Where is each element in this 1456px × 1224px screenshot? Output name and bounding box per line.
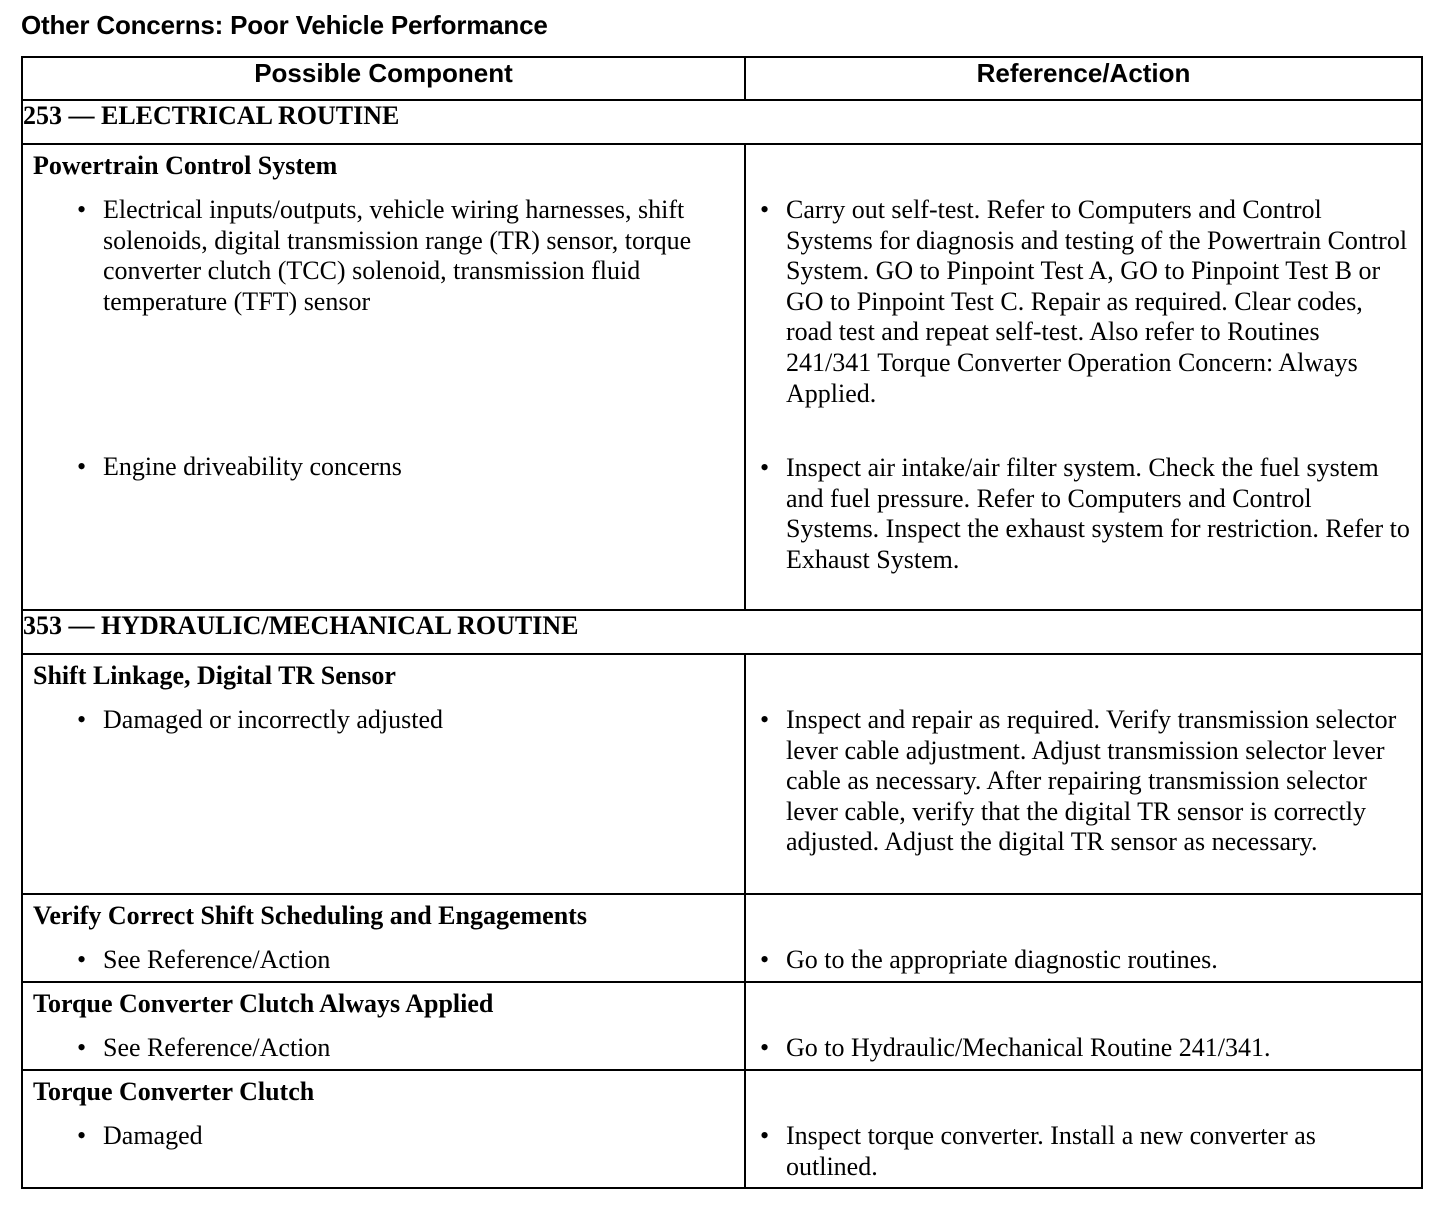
list-item <box>23 945 734 976</box>
table-row <box>22 982 1422 1070</box>
bullet-icon: • <box>77 452 87 482</box>
list-item <box>746 1121 1411 1182</box>
action-text: Inspect torque converter. Install a new converter as outlined. <box>786 1121 1316 1181</box>
table-row <box>22 654 1422 894</box>
routine-label: 353 — HYDRAULIC/MECHANICAL ROUTINE <box>22 610 1422 654</box>
bullet-icon: • <box>760 195 770 224</box>
list-item <box>23 1121 734 1152</box>
bullet-icon: • <box>760 705 770 734</box>
component-cell <box>22 982 745 1070</box>
action-text: Go to Hydraulic/Mechanical Routine 241/341. <box>786 1033 1271 1062</box>
list-item <box>746 453 1411 575</box>
page-title: Other Concerns: Poor Vehicle Performance <box>21 10 548 40</box>
list-item <box>23 705 734 736</box>
list-item <box>23 195 734 317</box>
routine-label: 253 — ELECTRICAL ROUTINE <box>22 100 1422 144</box>
bullet-icon: • <box>77 1033 87 1062</box>
bullet-icon: • <box>77 1121 87 1150</box>
component-text: Damaged or incorrectly adjusted <box>103 705 444 734</box>
component-text: Damaged <box>103 1121 203 1150</box>
table-row <box>22 1070 1422 1188</box>
routine-row <box>22 610 1422 654</box>
routine-row <box>22 100 1422 144</box>
component-group-title: Torque Converter Clutch Always Applied <box>33 989 494 1018</box>
component-text: Engine driveability concerns <box>103 452 402 482</box>
component-group-title: Shift Linkage, Digital TR Sensor <box>33 661 396 690</box>
component-cell <box>22 894 745 982</box>
bullet-icon: • <box>760 1121 770 1150</box>
component-text: Electrical inputs/outputs, vehicle wiring harnesses, shift solenoids, digital transmission range (TR) sensor, torque converter clutch (TCC) solenoid, transmission fluid temperature (TFT) sensor <box>103 195 692 316</box>
component-group-title: Torque Converter Clutch <box>33 1077 315 1106</box>
action-cell <box>745 1070 1422 1188</box>
action-cell <box>745 144 1422 610</box>
component-group-title: Verify Correct Shift Scheduling and Engagements <box>33 901 587 930</box>
component-cell <box>22 144 745 610</box>
list-item <box>746 195 1411 409</box>
table-header-row <box>22 57 1422 100</box>
action-text: Inspect and repair as required. Verify transmission selector lever cable adjustment. Adjust transmission selector lever cable as necessary. After repairing transmission selector lever cable, verify that the digital TR sensor is correctly adjusted. Adjust the digital TR sensor as necessary. <box>786 705 1397 857</box>
list-item <box>746 945 1411 976</box>
bullet-icon: • <box>760 453 770 483</box>
action-text: Carry out self-test. Refer to Computers and Control Systems for diagnosis and testing of the Powertrain Control System. GO to Pinpoint Test A, GO to Pinpoint Test B or GO to Pinpoint Test C. Repair as required. Clear codes, road test and repeat self-test. Also refer to Routines 241/341 Torque Converter Operation Concern: Always Applied. <box>786 195 1408 408</box>
bullet-icon: • <box>760 945 770 974</box>
bullet-icon: • <box>77 195 87 224</box>
action-text: Go to the appropriate diagnostic routines. <box>786 945 1218 974</box>
component-text: See Reference/Action <box>103 945 331 974</box>
list-item <box>23 1033 734 1064</box>
table-row <box>22 894 1422 982</box>
bullet-icon: • <box>77 705 87 734</box>
table-row <box>22 144 1422 610</box>
component-cell <box>22 654 745 894</box>
action-cell <box>745 894 1422 982</box>
component-cell <box>22 1070 745 1188</box>
list-item <box>746 705 1411 858</box>
bullet-icon: • <box>760 1033 770 1062</box>
component-group-title: Powertrain Control System <box>33 151 338 180</box>
action-cell <box>745 654 1422 894</box>
action-text: Inspect air intake/air filter system. Check the fuel system and fuel pressure. Refer to Computers and Control Systems. Inspect the exhaust system for restriction. Refer to Exhaust System. <box>786 453 1410 574</box>
action-cell <box>745 982 1422 1070</box>
component-text: See Reference/Action <box>103 1033 331 1062</box>
diagnosis-table <box>21 56 1423 1189</box>
bullet-icon: • <box>77 945 87 974</box>
header-reference-action: Reference/Action <box>745 57 1422 100</box>
list-item <box>746 1033 1411 1064</box>
list-item <box>23 452 734 483</box>
header-possible-component: Possible Component <box>22 57 745 100</box>
